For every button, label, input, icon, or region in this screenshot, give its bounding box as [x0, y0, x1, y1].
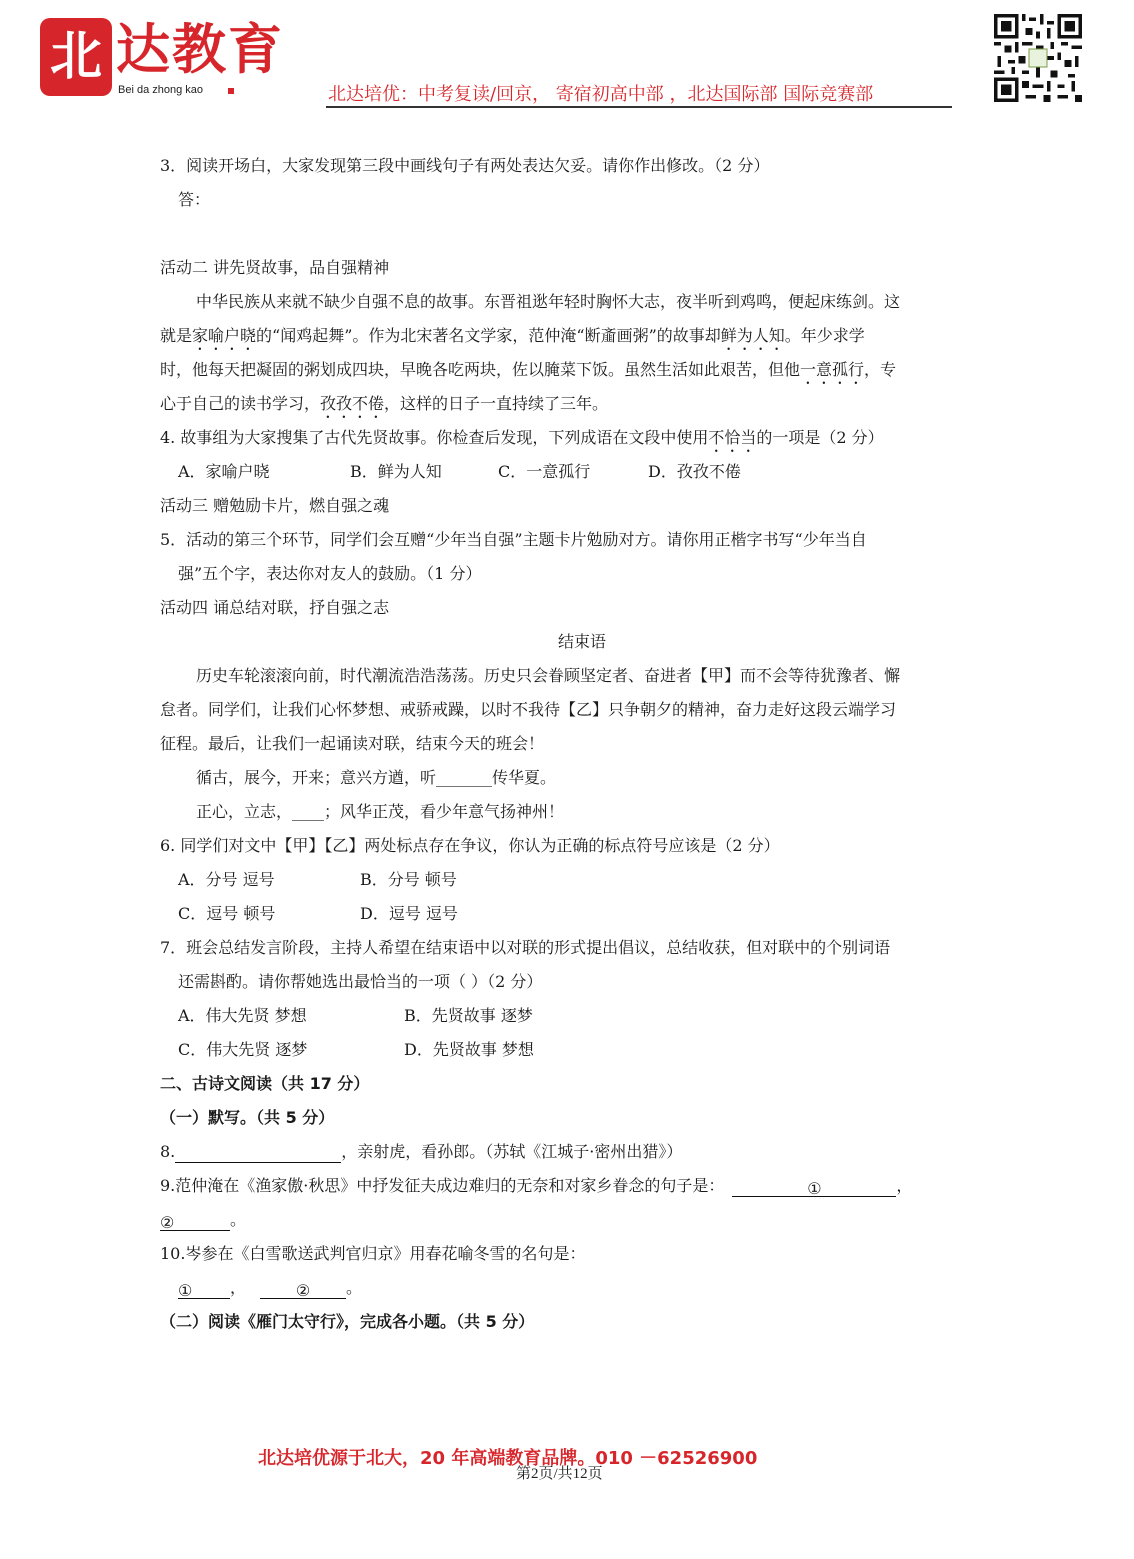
q10-answer-line — [178, 1277, 362, 1299]
brand-logo-text: 达教育 — [116, 17, 284, 81]
activity-3-title: 活动三 赠勉励卡片，燃自强之魂 — [160, 496, 390, 515]
qr-code-icon — [994, 14, 1082, 102]
text-segment: 的一项是（2 分） — [756, 428, 884, 447]
closing-paragraph-line-1: 历史车轮滚滚向前，时代潮流浩浩荡荡。历史只会眷顾坚定者、奋进者【甲】而不会等待犹豫者、懈 — [196, 666, 901, 685]
text-segment: ，专 — [864, 360, 897, 379]
q9-answer-blank-2[interactable] — [160, 1212, 230, 1231]
header-divider — [326, 106, 952, 108]
activity-2-paragraph-line-2 — [160, 325, 865, 354]
q7-line-1: 7．班会总结发言阶段，主持人希望在结束语中以对联的形式提出倡议，总结收获，但对联中的个别词语 — [160, 938, 891, 957]
footer-slogan: 北达培优源于北大，20 年高端教育品牌。010 －62526900 — [258, 1448, 758, 1469]
q6-option-a: A．分号 逗号 — [178, 870, 275, 889]
q4-option-c: C．一意孤行 — [498, 462, 591, 481]
q9-end: 。 — [230, 1210, 247, 1229]
idiom-xianweirenzhi: 鲜为人知 — [720, 326, 785, 345]
couplet-line-2: 正心，立志，____；风华正茂，看少年意气扬神州！ — [196, 802, 565, 821]
closing-paragraph-line-2: 怠者。同学们，让我们心怀梦想、戒骄戒躁，以时不我待【乙】只争朝夕的精神，奋力走好这段云端学习 — [160, 700, 897, 719]
text-segment: 就是 — [160, 326, 193, 345]
q10-answer-blank-1[interactable] — [178, 1280, 230, 1299]
q9-line-1 — [160, 1175, 912, 1197]
section-2-title: 二、古诗文阅读（共 17 分） — [160, 1074, 370, 1093]
q9-text: 9.范仲淹在《渔家傲·秋思》中抒发征夫成边难归的无奈和对家乡眷念的句子是： — [160, 1176, 725, 1195]
q7-option-b: B．先贤故事 逐梦 — [404, 1006, 533, 1025]
q10-comma: ， — [230, 1278, 247, 1297]
text-segment: ，这样的日子一直持续了三年。 — [384, 394, 609, 413]
q9-line-2 — [160, 1209, 246, 1231]
activity-2-paragraph-line-4 — [160, 393, 608, 422]
couplet-line-1: 循古，展今，开来；意兴方遒，听_______传华夏。 — [196, 768, 557, 787]
idiom-jiayuhuxiao: 家喻户晓 — [192, 326, 257, 345]
text-segment: 心于自己的读书学习， — [160, 394, 321, 413]
q8-line — [160, 1141, 682, 1163]
logo-dot — [228, 88, 234, 94]
q7-option-d: D．先贤故事 梦想 — [404, 1040, 534, 1059]
q8-text: ，亲射虎，看孙郎。（苏轼《江城子·密州出猎》） — [341, 1142, 683, 1161]
activity-2-title: 活动二 讲先贤故事，品自强精神 — [160, 258, 390, 277]
q4-option-b: B．鲜为人知 — [350, 462, 442, 481]
q9-comma: ， — [896, 1176, 913, 1195]
closing-paragraph-line-3: 征程。最后，让我们一起诵读对联，结束今天的班会！ — [160, 734, 545, 753]
q6-option-b: B．分号 顿号 — [360, 870, 457, 889]
blank-marker-2: ② — [160, 1213, 175, 1232]
q6-option-d: D．逗号 逗号 — [360, 904, 458, 923]
text-segment: 4. 故事组为大家搜集了古代先贤故事。你检查后发现，下列成语在文段中使用 — [160, 428, 709, 447]
q10-text: 10.岑参在《白雪歌送武判官归京》用春花喻冬雪的名句是： — [160, 1244, 586, 1263]
text-segment: 的“闻鸡起舞”。作为北宋著名文学家，范仲淹“断齑画粥”的故事却 — [256, 326, 721, 345]
text-segment: 时，他每天把凝固的粥划成四块，早晚各吃两块，佐以腌菜下饭。虽然生活如此艰苦，但他 — [160, 360, 801, 379]
q6-option-c: C．逗号 顿号 — [178, 904, 276, 923]
q3-answer-label: 答： — [178, 190, 211, 209]
q10-end: 。 — [346, 1278, 363, 1297]
q7-line-2: 还需斟酌。请你帮她选出最恰当的一项（ ）（2 分） — [178, 972, 543, 991]
q9-answer-blank-1[interactable] — [732, 1178, 896, 1197]
q5-line-2: 强”五个字，表达你对友人的鼓励。（1 分） — [178, 564, 482, 583]
q8-number: 8. — [160, 1142, 176, 1161]
q7-option-c: C．伟大先贤 逐梦 — [178, 1040, 308, 1059]
q4-option-d: D．孜孜不倦 — [648, 462, 741, 481]
q8-answer-blank[interactable] — [175, 1144, 341, 1163]
activity-2-paragraph-line-1: 中华民族从来就不缺少自强不息的故事。东晋祖逖年轻时胸怀大志，夜半听到鸡鸣，便起床练剑。这 — [196, 292, 901, 311]
text-segment: 。年少求学 — [784, 326, 865, 345]
q4-option-a: A．家喻户晓 — [178, 462, 270, 481]
header-tagline: 北达培优：中考复读/回京， 寄宿初高中部 ，北达国际部 国际竞赛部 — [328, 84, 874, 105]
q5-line-1: 5．活动的第三个环节，同学们会互赠“少年当自强”主题卡片勉励对方。请你用正楷字书写“少年当自 — [160, 530, 867, 549]
blank-marker-1: ① — [807, 1179, 822, 1198]
q7-option-a: A．伟大先贤 梦想 — [178, 1006, 307, 1025]
section-2-part-2-title: （二）阅读《雁门太守行》，完成各小题。（共 5 分） — [160, 1312, 535, 1331]
logo-char: 北 — [49, 27, 102, 87]
brand-logo-subtitle: Bei da zhong kao — [118, 84, 204, 96]
q10-answer-blank-2[interactable] — [260, 1280, 346, 1299]
page-number: 第2页/共12页 — [516, 1466, 603, 1482]
section-2-part-1-title: （一）默写。（共 5 分） — [160, 1108, 335, 1127]
closing-title: 结束语 — [558, 632, 607, 651]
q6-stem: 6. 同学们对文中【甲】【乙】两处标点存在争议，你认为正确的标点符号应该是（2 分） — [160, 836, 780, 855]
activity-2-paragraph-line-3 — [160, 359, 896, 388]
q3-stem: 3．阅读开场白，大家发现第三段中画线句子有两处表达欠妥。请你作出修改。（2 分） — [160, 156, 770, 175]
blank-marker-1: ① — [178, 1281, 193, 1300]
emphasis-buqiadang: 不恰当 — [708, 428, 757, 447]
activity-4-title: 活动四 诵总结对联，抒自强之志 — [160, 598, 390, 617]
idiom-zizibujuan: 孜孜不倦 — [320, 394, 385, 413]
brand-logo-mark — [40, 18, 112, 96]
blank-marker-2: ② — [295, 1281, 311, 1300]
idiom-yiyiguxing: 一意孤行 — [800, 360, 865, 379]
q4-stem — [160, 427, 884, 456]
